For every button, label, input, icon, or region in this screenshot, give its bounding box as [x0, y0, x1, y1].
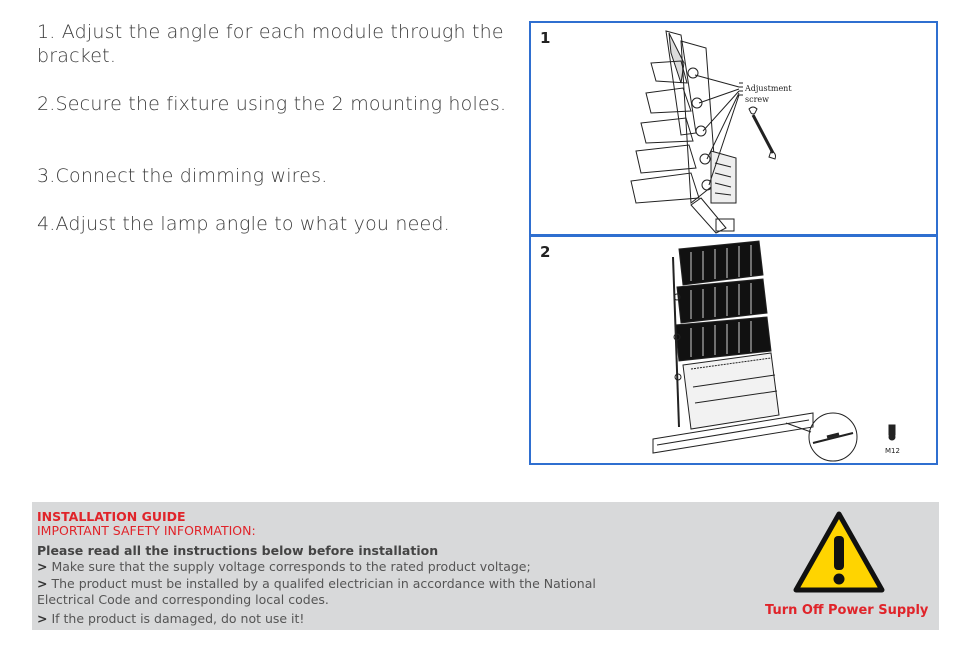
adjustment-diagram [531, 23, 936, 234]
mounting-diagram [531, 237, 936, 463]
installation-guide [32, 502, 939, 630]
diagram-panel-2 [529, 235, 938, 465]
guide-item-text: The product must be installed by a qualifed electrician in accordance with the National Electrical Code and corresponding local codes. [37, 576, 596, 607]
guide-item [37, 576, 597, 608]
bullet-marker: > [37, 611, 48, 626]
diagram-panel-1 [529, 21, 938, 236]
step-3: 3.Connect the dimming wires. [37, 165, 328, 187]
callout-line-2: screw [745, 95, 769, 104]
bullet-marker: > [37, 559, 48, 574]
guide-item [37, 559, 597, 575]
step-2: 2.Secure the fixture using the 2 mounting holes. [37, 93, 507, 115]
panel-number: 2 [540, 243, 551, 261]
guide-subtitle: IMPORTANT SAFETY INFORMATION: [37, 523, 256, 538]
warning-triangle-icon [792, 510, 886, 596]
step-4: 4.Adjust the lamp angle to what you need. [37, 213, 450, 235]
guide-item [37, 611, 597, 627]
callout-label [744, 84, 794, 104]
bolt-label: M12 [885, 447, 900, 455]
guide-item-text: If the product is damaged, do not use it! [51, 611, 305, 626]
panel-number: 1 [540, 29, 551, 47]
step-1: 1. Adjust the angle for each module through the bracket. [37, 21, 504, 67]
guide-title: INSTALLATION GUIDE [37, 509, 186, 524]
callout-line-1: Adjustment [745, 84, 792, 93]
guide-item-text: Make sure that the supply voltage corresponds to the rated product voltage; [51, 559, 531, 574]
guide-read-first: Please read all the instructions below before installation [37, 543, 439, 558]
warning-label: Turn Off Power Supply [765, 603, 929, 618]
bullet-marker: > [37, 576, 48, 591]
